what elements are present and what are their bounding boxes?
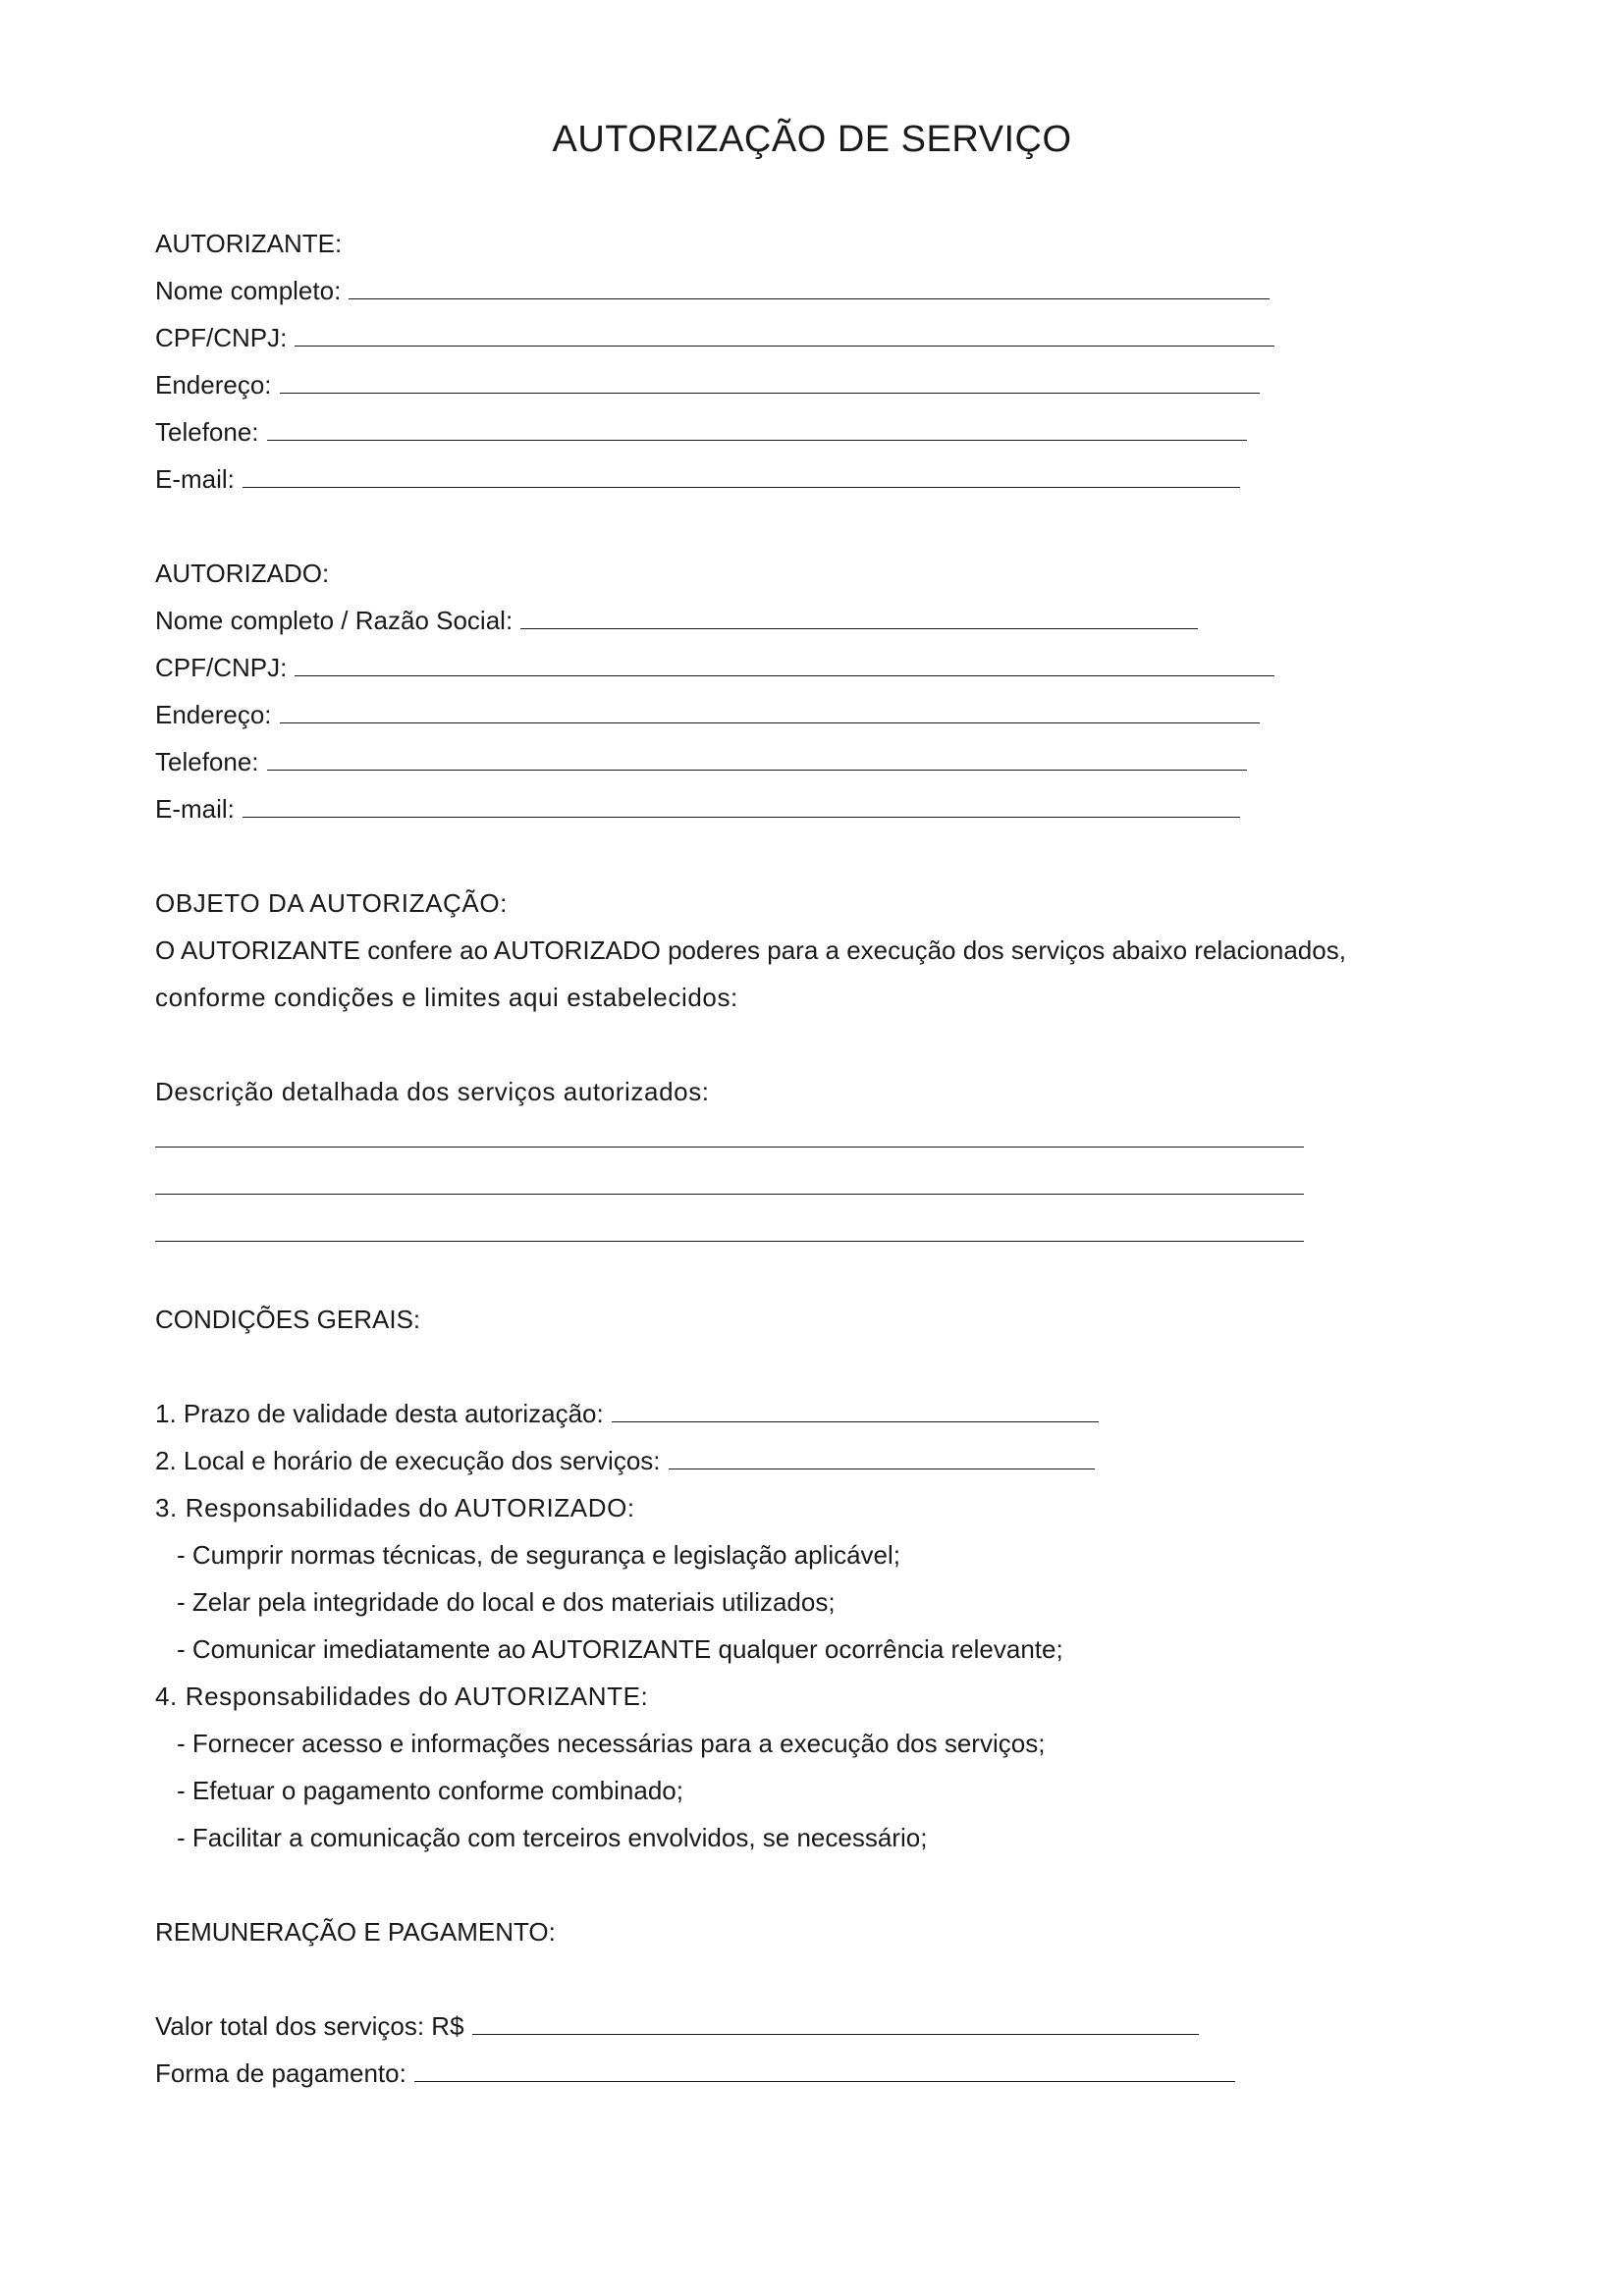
forma-pagamento-label: Forma de pagamento: bbox=[155, 2058, 406, 2088]
autorizante-cpf-field[interactable] bbox=[295, 345, 1274, 347]
forma-pagamento-row bbox=[155, 2042, 1530, 2089]
autorizado-nome-row bbox=[155, 589, 1530, 636]
autorizante-endereco-field[interactable] bbox=[280, 392, 1260, 394]
descricao-label-row bbox=[155, 1060, 1530, 1107]
autorizante-email-row bbox=[155, 448, 1530, 495]
valor-total-row bbox=[155, 1995, 1530, 2042]
page-title: AUTORIZAÇÃO DE SERVIÇO bbox=[552, 119, 1072, 160]
forma-pagamento-field[interactable] bbox=[414, 2080, 1235, 2082]
descricao-line-1-row bbox=[155, 1107, 1530, 1154]
condicoes-item-1-row bbox=[155, 1382, 1530, 1429]
descricao-line-1[interactable] bbox=[155, 1146, 1304, 1148]
autorizado-email-field[interactable] bbox=[243, 816, 1240, 818]
autorizante-endereco-label: Endereço: bbox=[155, 370, 272, 400]
autorizante-cpf-label: CPF/CNPJ: bbox=[155, 323, 288, 352]
condicoes-item-2-row bbox=[155, 1429, 1530, 1476]
valor-total-label: Valor total dos serviços: R$ bbox=[155, 2011, 464, 2041]
condicoes-item-3: 3. Responsabilidades do AUTORIZADO: bbox=[155, 1493, 635, 1522]
item-3-sub-2: - Zelar pela integridade do local e dos materiais utilizados; bbox=[177, 1587, 836, 1617]
objeto-heading: OBJETO DA AUTORIZAÇÃO: bbox=[155, 888, 508, 918]
item-4-sub-1: - Fornecer acesso e informações necessárias para a execução dos serviços; bbox=[177, 1729, 1046, 1758]
descricao-label: Descrição detalhada dos serviços autorizados: bbox=[155, 1077, 710, 1106]
autorizante-nome-row bbox=[155, 259, 1530, 306]
objeto-line-1: O AUTORIZANTE confere ao AUTORIZADO poderes para a execução dos serviços abaixo relacionados, bbox=[155, 935, 1346, 965]
autorizante-email-field[interactable] bbox=[243, 486, 1240, 488]
autorizante-email-label: E-mail: bbox=[155, 464, 235, 494]
autorizado-nome-field[interactable] bbox=[520, 627, 1198, 629]
local-horario-field[interactable] bbox=[669, 1468, 1095, 1469]
autorizado-telefone-row bbox=[155, 730, 1530, 777]
autorizante-nome-label: Nome completo: bbox=[155, 276, 342, 305]
prazo-validade-field[interactable] bbox=[612, 1420, 1099, 1422]
item-3-sub-1: - Cumprir normas técnicas, de segurança e legislação aplicável; bbox=[177, 1540, 901, 1570]
descricao-line-3[interactable] bbox=[155, 1240, 1304, 1242]
autorizante-heading: AUTORIZANTE: bbox=[155, 229, 343, 258]
autorizante-nome-field[interactable] bbox=[349, 297, 1270, 299]
autorizado-cpf-field[interactable] bbox=[295, 674, 1274, 676]
autorizante-telefone-field[interactable] bbox=[267, 439, 1247, 441]
autorizado-heading: AUTORIZADO: bbox=[155, 559, 330, 588]
autorizado-telefone-field[interactable] bbox=[267, 769, 1247, 771]
autorizado-cpf-row bbox=[155, 636, 1530, 683]
autorizado-email-label: E-mail: bbox=[155, 794, 235, 824]
autorizado-cpf-label: CPF/CNPJ: bbox=[155, 653, 288, 682]
item-4-sub-2: - Efetuar o pagamento conforme combinado; bbox=[177, 1776, 683, 1805]
item-3-sub-3: - Comunicar imediatamente ao AUTORIZANTE qualquer ocorrência relevante; bbox=[177, 1634, 1063, 1664]
remuneracao-heading: REMUNERAÇÃO E PAGAMENTO: bbox=[155, 1917, 556, 1947]
condicoes-item-4: 4. Responsabilidades do AUTORIZANTE: bbox=[155, 1682, 649, 1711]
autorizado-telefone-label: Telefone: bbox=[155, 747, 259, 776]
document-body bbox=[155, 212, 1530, 2089]
valor-total-field[interactable] bbox=[472, 2033, 1199, 2035]
objeto-line-2: conforme condições e limites aqui estabelecidos: bbox=[155, 983, 738, 1012]
descricao-line-2-row bbox=[155, 1154, 1530, 1201]
descricao-line-3-row bbox=[155, 1201, 1530, 1249]
descricao-line-2[interactable] bbox=[155, 1193, 1304, 1195]
item-4-sub-3: - Facilitar a comunicação com terceiros envolvidos, se necessário; bbox=[177, 1823, 928, 1852]
autorizado-nome-label: Nome completo / Razão Social: bbox=[155, 606, 514, 635]
condicoes-item-1-label: 1. Prazo de validade desta autorização: bbox=[155, 1399, 604, 1428]
condicoes-item-2-label: 2. Local e horário de execução dos serviços: bbox=[155, 1446, 661, 1475]
autorizado-endereco-field[interactable] bbox=[280, 721, 1260, 723]
autorizante-endereco-row bbox=[155, 353, 1530, 400]
autorizante-telefone-label: Telefone: bbox=[155, 417, 259, 447]
autorizado-endereco-label: Endereço: bbox=[155, 700, 272, 729]
autorizante-cpf-row bbox=[155, 306, 1530, 353]
autorizado-endereco-row bbox=[155, 683, 1530, 730]
condicoes-heading: CONDIÇÕES GERAIS: bbox=[155, 1305, 421, 1334]
autorizado-email-row bbox=[155, 777, 1530, 825]
autorizante-telefone-row bbox=[155, 400, 1530, 448]
